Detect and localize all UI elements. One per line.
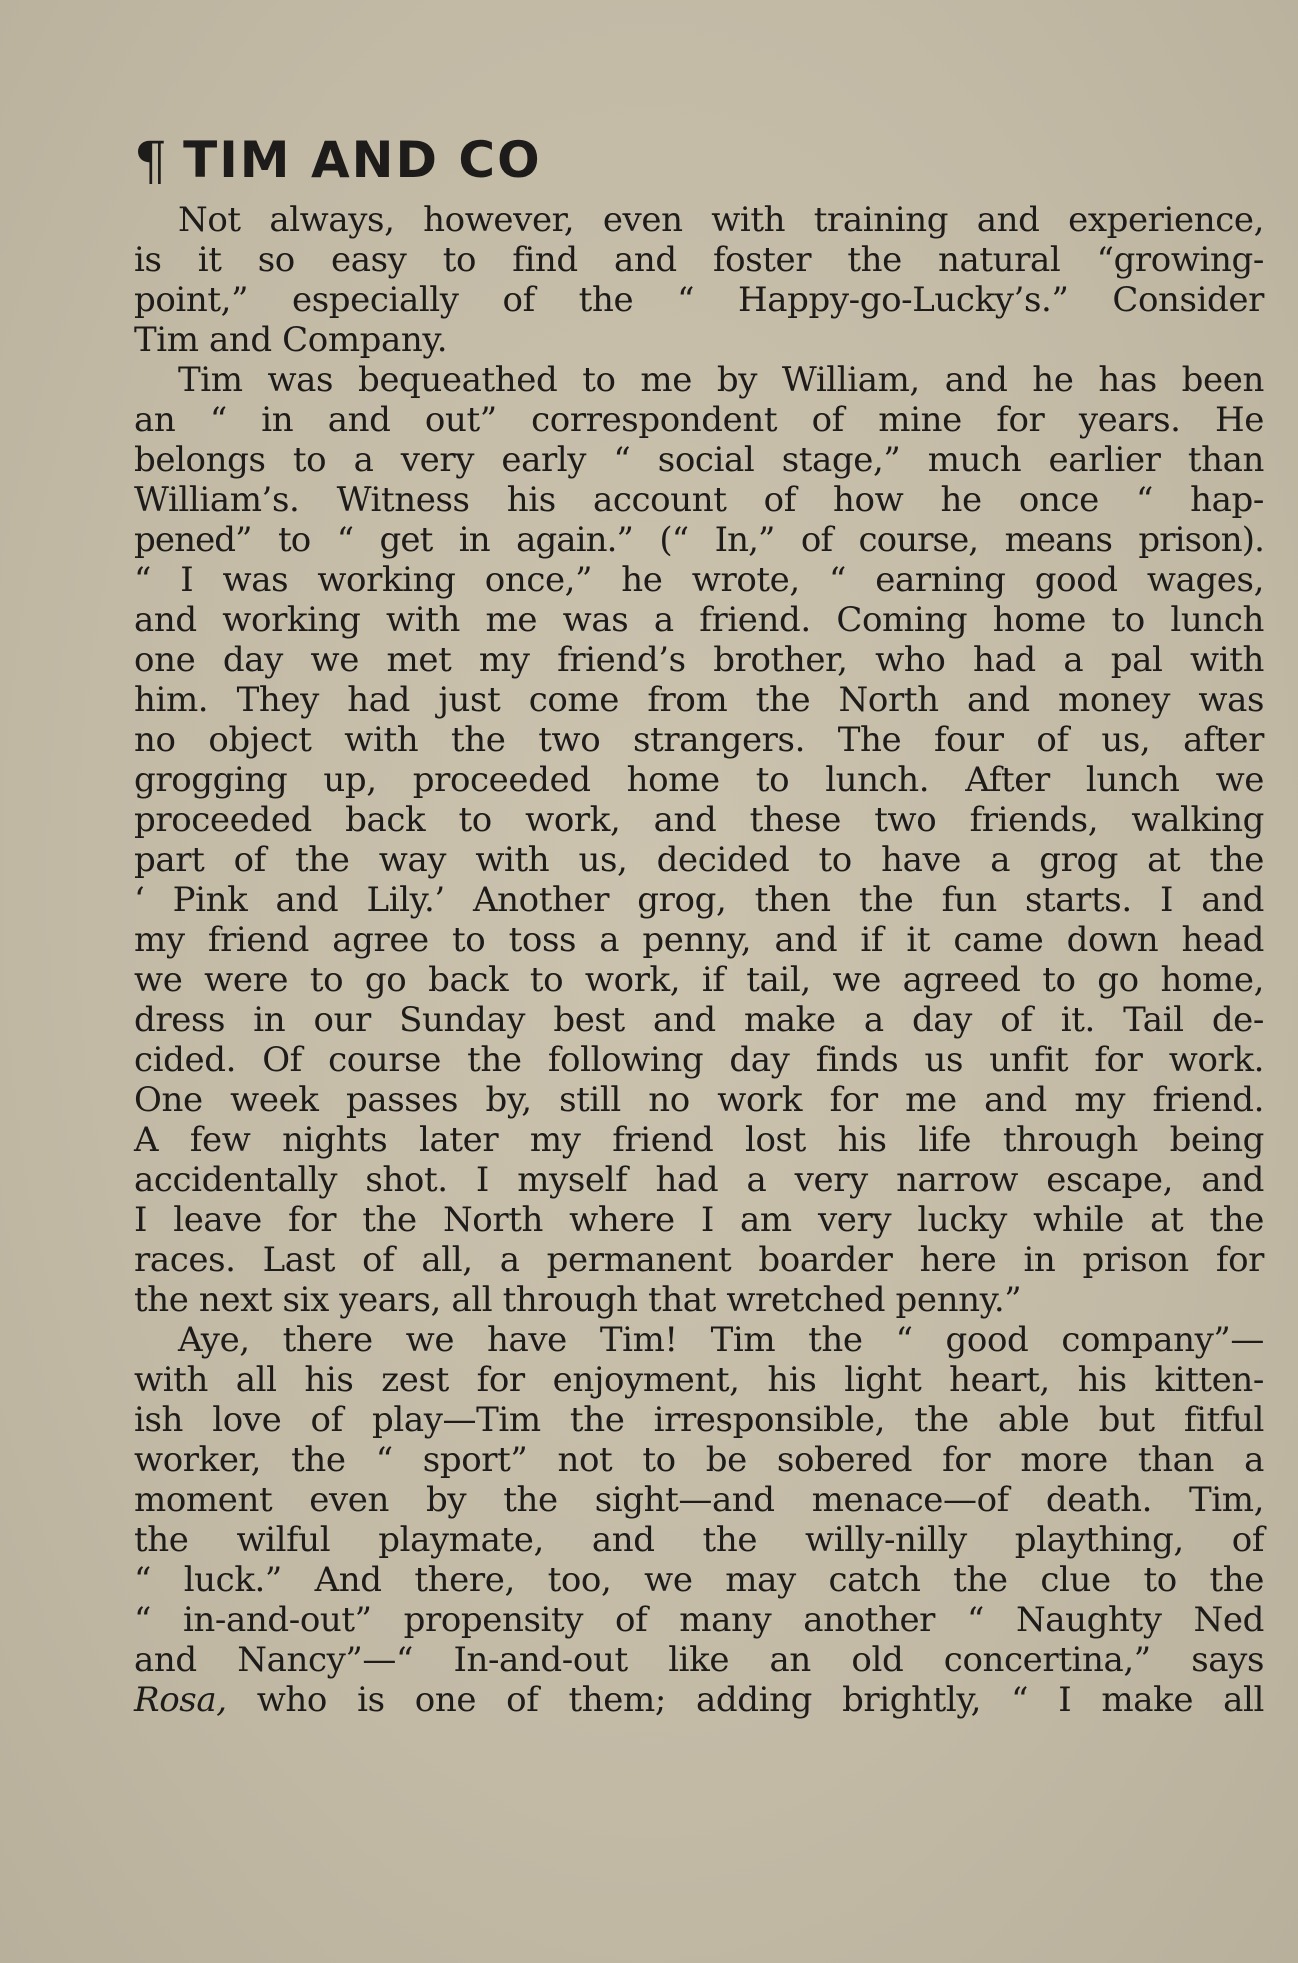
text-line: cided. Of course the following day finds us unfit for work. <box>134 1040 1264 1080</box>
pilcrow-mark: ¶ <box>134 132 170 192</box>
text-line: I leave for the North where I am very lucky while at the <box>134 1200 1264 1240</box>
text-line: ‘ Pink and Lily.’ Another grog, then the fun starts. I and <box>134 880 1264 920</box>
paragraph-3 <box>134 1320 1264 1720</box>
text-line: and Nancy”—“ In-and-out like an old concertina,” says <box>134 1640 1264 1680</box>
text-line: grogging up, proceeded home to lunch. After lunch we <box>134 760 1264 800</box>
text-line: we were to go back to work, if tail, we agreed to go home, <box>134 960 1264 1000</box>
text-line: One week passes by, still no work for me and my friend. <box>134 1080 1264 1120</box>
text-line: pened” to “ get in again.” (“ In,” of course, means prison). <box>134 520 1264 560</box>
paragraph-1 <box>134 200 1264 360</box>
text-line: is it so easy to find and foster the natural “growing- <box>134 240 1264 280</box>
text-line: no object with the two strangers. The four of us, after <box>134 720 1264 760</box>
text-line: accidentally shot. I myself had a very narrow escape, and <box>134 1160 1264 1200</box>
text-line: ish love of play—Tim the irresponsible, the able but fitful <box>134 1400 1264 1440</box>
text-line: with all his zest for enjoyment, his light heart, his kitten- <box>134 1360 1264 1400</box>
italic-name: Rosa, <box>134 1680 227 1720</box>
text-run: who is one of them; adding brightly, “ I make all <box>226 1680 1264 1720</box>
text-line: and working with me was a friend. Coming home to lunch <box>134 600 1264 640</box>
text-line: moment even by the sight—and menace—of death. Tim, <box>134 1480 1264 1520</box>
text-line: him. They had just come from the North and money was <box>134 680 1264 720</box>
page-content <box>134 128 1264 1720</box>
text-line: Tim and Company. <box>134 320 448 360</box>
text-line: A few nights later my friend lost his life through being <box>134 1120 1264 1160</box>
section-title: TIM AND CO <box>183 131 542 189</box>
text-line: William’s. Witness his account of how he once “ hap- <box>134 480 1264 520</box>
text-line: worker, the “ sport” not to be sobered for more than a <box>134 1440 1264 1480</box>
paragraph-2 <box>134 360 1264 1320</box>
text-line: Not always, however, even with training and experience, <box>178 200 1264 240</box>
text-line: Aye, there we have Tim! Tim the “ good company”— <box>178 1320 1264 1360</box>
text-line: dress in our Sunday best and make a day of it. Tail de- <box>134 1000 1264 1040</box>
text-line: part of the way with us, decided to have a grog at the <box>134 840 1264 880</box>
text-line: the next six years, all through that wretched penny.” <box>134 1280 1022 1320</box>
text-line: “ in-and-out” propensity of many another “ Naughty Ned <box>134 1600 1264 1640</box>
text-line: belongs to a very early “ social stage,” much earlier than <box>134 440 1264 480</box>
text-line <box>134 1680 1264 1720</box>
text-line: point,” especially of the “ Happy-go-Lucky’s.” Consider <box>134 280 1264 320</box>
text-line: proceeded back to work, and these two friends, walking <box>134 800 1264 840</box>
text-line: races. Last of all, a permanent boarder here in prison for <box>134 1240 1264 1280</box>
text-line: one day we met my friend’s brother, who had a pal with <box>134 640 1264 680</box>
text-line: “ luck.” And there, too, we may catch the clue to the <box>134 1560 1264 1600</box>
text-line: Tim was bequeathed to me by William, and he has been <box>178 360 1264 400</box>
text-line: my friend agree to toss a penny, and if it came down head <box>134 920 1264 960</box>
section-heading <box>134 128 1264 192</box>
text-line: the wilful playmate, and the willy-nilly plaything, of <box>134 1520 1264 1560</box>
text-line: an “ in and out” correspondent of mine for years. He <box>134 400 1264 440</box>
text-line: “ I was working once,” he wrote, “ earning good wages, <box>134 560 1264 600</box>
